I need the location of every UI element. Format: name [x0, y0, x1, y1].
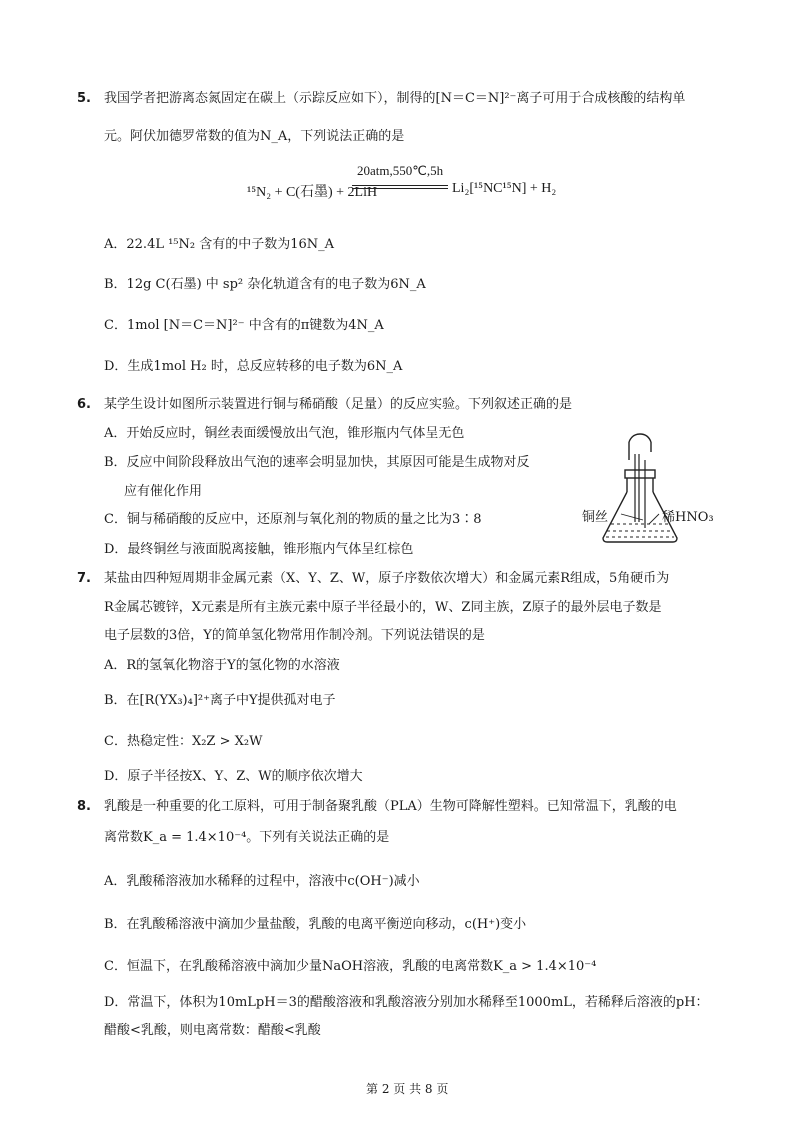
question-8-option-b: B．在乳酸稀溶液中滴加少量盐酸，乳酸的电离平衡逆向移动，c(H⁺)变小 [104, 917, 527, 932]
question-8-stem-line1: 乳酸是一种重要的化工原料，可用于制备聚乳酸（PLA）生物可降解性塑料。已知常温下，乳酸的电 [104, 799, 677, 814]
question-7-option-a: A．R的氢氧化物溶于Y的氢化物的水溶液 [104, 658, 340, 673]
question-7-number: 7. [77, 571, 91, 586]
equation-equals-sign [352, 185, 448, 189]
question-7-stem-line2: R金属芯镀锌，X元素是所有主族元素中原子半径最小的，W、Z同主族，Z原子的最外层电子数是 [104, 600, 662, 615]
question-5-option-d: D．生成1mol H₂ 时，总反应转移的电子数为6N_A [104, 359, 403, 374]
question-8-number: 8. [77, 799, 91, 814]
question-6-option-d: D．最终铜丝与液面脱离接触，锥形瓶内气体呈红棕色 [104, 542, 414, 557]
question-7-option-b: B．在[R(YX₃)₄]²⁺离子中Y提供孤对电子 [104, 693, 336, 708]
question-8-option-c: C．恒温下，在乳酸稀溶液中滴加少量NaOH溶液，乳酸的电离常数K_a > 1.4×10⁻⁴ [104, 959, 597, 974]
question-6-option-b-line1: B．反应中间阶段释放出气泡的速率会明显加快，其原因可能是生成物对反 [104, 455, 530, 470]
question-5-option-c: C．1mol [N＝C＝N]²⁻ 中含有的π键数为4N_A [104, 318, 384, 333]
question-7-stem-line3: 电子层数的3倍，Y的简单氢化物常用作制冷剂。下列说法错误的是 [104, 628, 485, 643]
question-7-option-d: D．原子半径按X、Y、Z、W的顺序依次增大 [104, 769, 363, 784]
page-footer: 第 2 页 共 8 页 [366, 1082, 449, 1096]
question-8-stem-line2: 离常数K_a = 1.4×10⁻⁴。下列有关说法正确的是 [104, 830, 390, 845]
question-6-option-c: C．铜与稀硝酸的反应中，还原剂与氧化剂的物质的量之比为3∶8 [104, 512, 482, 527]
question-8-option-d-line2: 醋酸<乳酸，则电离常数：醋酸<乳酸 [104, 1023, 321, 1038]
question-7-stem-line1: 某盐由四种短周期非金属元素（X、Y、Z、W，原子序数依次增大）和金属元素R组成，5角硬币为 [104, 571, 670, 586]
equation-reactants: ¹⁵N₂ + C(石墨) + 2LiH [247, 185, 378, 200]
question-7-option-c: C．热稳定性：X₂Z > X₂W [104, 734, 263, 749]
question-5-option-a: A．22.4L ¹⁵N₂ 含有的中子数为16N_A [104, 237, 335, 252]
question-6-option-a: A．开始反应时，铜丝表面缓慢放出气泡，锥形瓶内气体呈无色 [104, 426, 465, 441]
equation-products: Li₂[¹⁵NC¹⁵N] + H₂ [452, 181, 557, 196]
question-6-number: 6. [77, 397, 91, 412]
question-5-stem-line1: 我国学者把游离态氮固定在碳上（示踪反应如下），制得的[N＝C＝N]²⁻离子可用于合成核酸的结构单 [104, 91, 686, 106]
question-6-stem: 某学生设计如图所示装置进行铜与稀硝酸（足量）的反应实验。下列叙述正确的是 [104, 397, 573, 412]
question-6-option-b-line2: 应有催化作用 [124, 484, 203, 499]
equation-condition: 20atm,550℃,5h [357, 163, 444, 178]
question-5-stem-line2: 元。阿伏加德罗常数的值为N_A，下列说法正确的是 [104, 129, 405, 144]
question-8-option-a: A．乳酸稀溶液加水稀释的过程中，溶液中c(OH⁻)减小 [104, 874, 420, 889]
figure-label-copper-wire: 铜丝 [582, 510, 609, 525]
question-8-option-d-line1: D．常温下，体积为10mLpH＝3的醋酸溶液和乳酸溶液分别加水稀释至1000mL，若稀释后溶液的pH： [104, 995, 709, 1010]
flask-apparatus-figure [585, 432, 695, 547]
figure-label-dilute-nitric-acid: 稀HNO₃ [662, 510, 714, 525]
question-5-number: 5. [77, 91, 91, 106]
question-5-option-b: B．12g C(石墨) 中 sp² 杂化轨道含有的电子数为6N_A [104, 277, 426, 292]
